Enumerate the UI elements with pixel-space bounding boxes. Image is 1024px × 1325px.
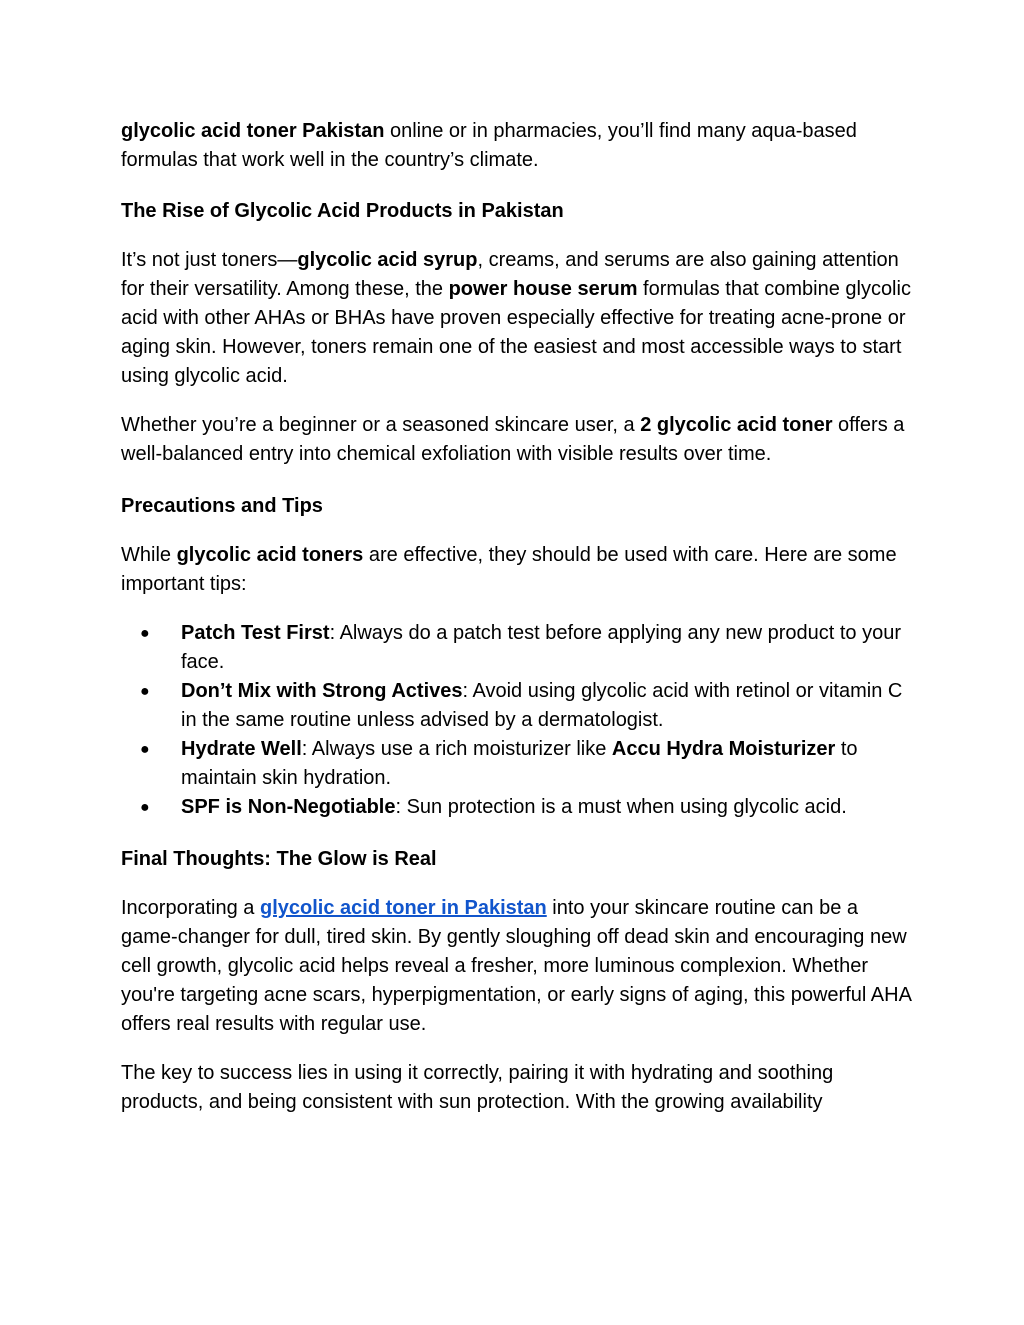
intro-bold: glycolic acid toner Pakistan [121, 120, 385, 142]
rise-p1-bold-2: power house serum [448, 278, 638, 300]
bullet-icon: ● [140, 799, 150, 816]
rise-p2-text-1: Whether you’re a beginner or a seasoned skincare user, a [121, 414, 641, 436]
list-item [121, 619, 911, 677]
rise-p1-text-2: , creams, and serums are also gaining attention for their versatility. Among these, the [121, 249, 899, 300]
bullet-icon: ● [140, 741, 150, 758]
tips-list-wrapper [121, 619, 911, 822]
final-p1-text-2: into your skincare routine can be a game-changer for dull, tired skin. By gently sloughing off dead skin and encouraging new cell growth, glycolic acid helps reveal a fresher, more luminous complexion. Whether you're targeting acne scars, hyperpigmentation, or early signs of aging, this powerful AHA offers real results with regular use. [121, 897, 911, 1035]
rise-p2-bold-1: 2 glycolic acid toner [640, 414, 833, 436]
tip-text: : Avoid using glycolic acid with retinol or vitamin C in the same routine unless advised by a dermatologist. [181, 680, 903, 731]
bullet-icon: ● [140, 683, 150, 700]
rise-paragraph-1 [121, 246, 911, 391]
rise-p1-text-3: formulas that combine glycolic acid with other AHAs or BHAs have proven especially effective for treating acne-prone or aging skin. However, toners remain one of the easiest and most accessible ways to start using glycolic acid. [121, 278, 911, 387]
list-item [121, 735, 911, 793]
list-item [121, 793, 911, 822]
prec-p1-text-1: While [121, 544, 177, 566]
tip-title: Patch Test First [181, 622, 330, 644]
heading-precautions: Precautions and Tips [121, 495, 323, 517]
heading-final-thoughts: Final Thoughts: The Glow is Real [121, 848, 437, 870]
heading-rise: The Rise of Glycolic Acid Products in Pakistan [121, 200, 564, 222]
bullet-icon: ● [140, 625, 150, 642]
final-p1-text-1: Incorporating a [121, 897, 260, 919]
tip-text-2: to maintain skin hydration. [181, 738, 858, 789]
final-paragraph-1 [121, 894, 911, 1039]
document-page [121, 117, 911, 1137]
rise-p2-text-2: offers a well-balanced entry into chemical exfoliation with visible results over time. [121, 414, 905, 465]
tip-text: : Sun protection is a must when using glycolic acid. [395, 796, 847, 818]
intro-paragraph [121, 117, 911, 175]
toner-pakistan-link[interactable]: glycolic acid toner in Pakistan [259, 897, 547, 919]
tip-text: : Always do a patch test before applying any new product to your face. [181, 622, 902, 673]
tip-title: Don’t Mix with Strong Actives [181, 680, 463, 702]
tip-product-name: Accu Hydra Moisturizer [611, 738, 836, 760]
prec-p1-bold-1: glycolic acid toners [176, 544, 364, 566]
prec-p1-text-2: are effective, they should be used with care. Here are some important tips: [121, 544, 897, 595]
tip-text: : Always use a rich moisturizer like [301, 738, 612, 760]
rise-p1-text-1: It’s not just toners— [121, 249, 298, 271]
tip-title: SPF is Non-Negotiable [181, 796, 396, 818]
intro-text: online or in pharmacies, you’ll find many aqua-based formulas that work well in the country’s climate. [121, 120, 857, 171]
tips-list [121, 619, 911, 822]
rise-paragraph-2 [121, 411, 911, 469]
precautions-paragraph [121, 541, 911, 599]
final-paragraph-2: The key to success lies in using it correctly, pairing it with hydrating and soothing products, and being consistent with sun protection. With the growing availability [121, 1062, 834, 1113]
tip-title: Hydrate Well [181, 738, 302, 760]
list-item [121, 677, 911, 735]
rise-p1-bold-1: glycolic acid syrup [297, 249, 478, 271]
